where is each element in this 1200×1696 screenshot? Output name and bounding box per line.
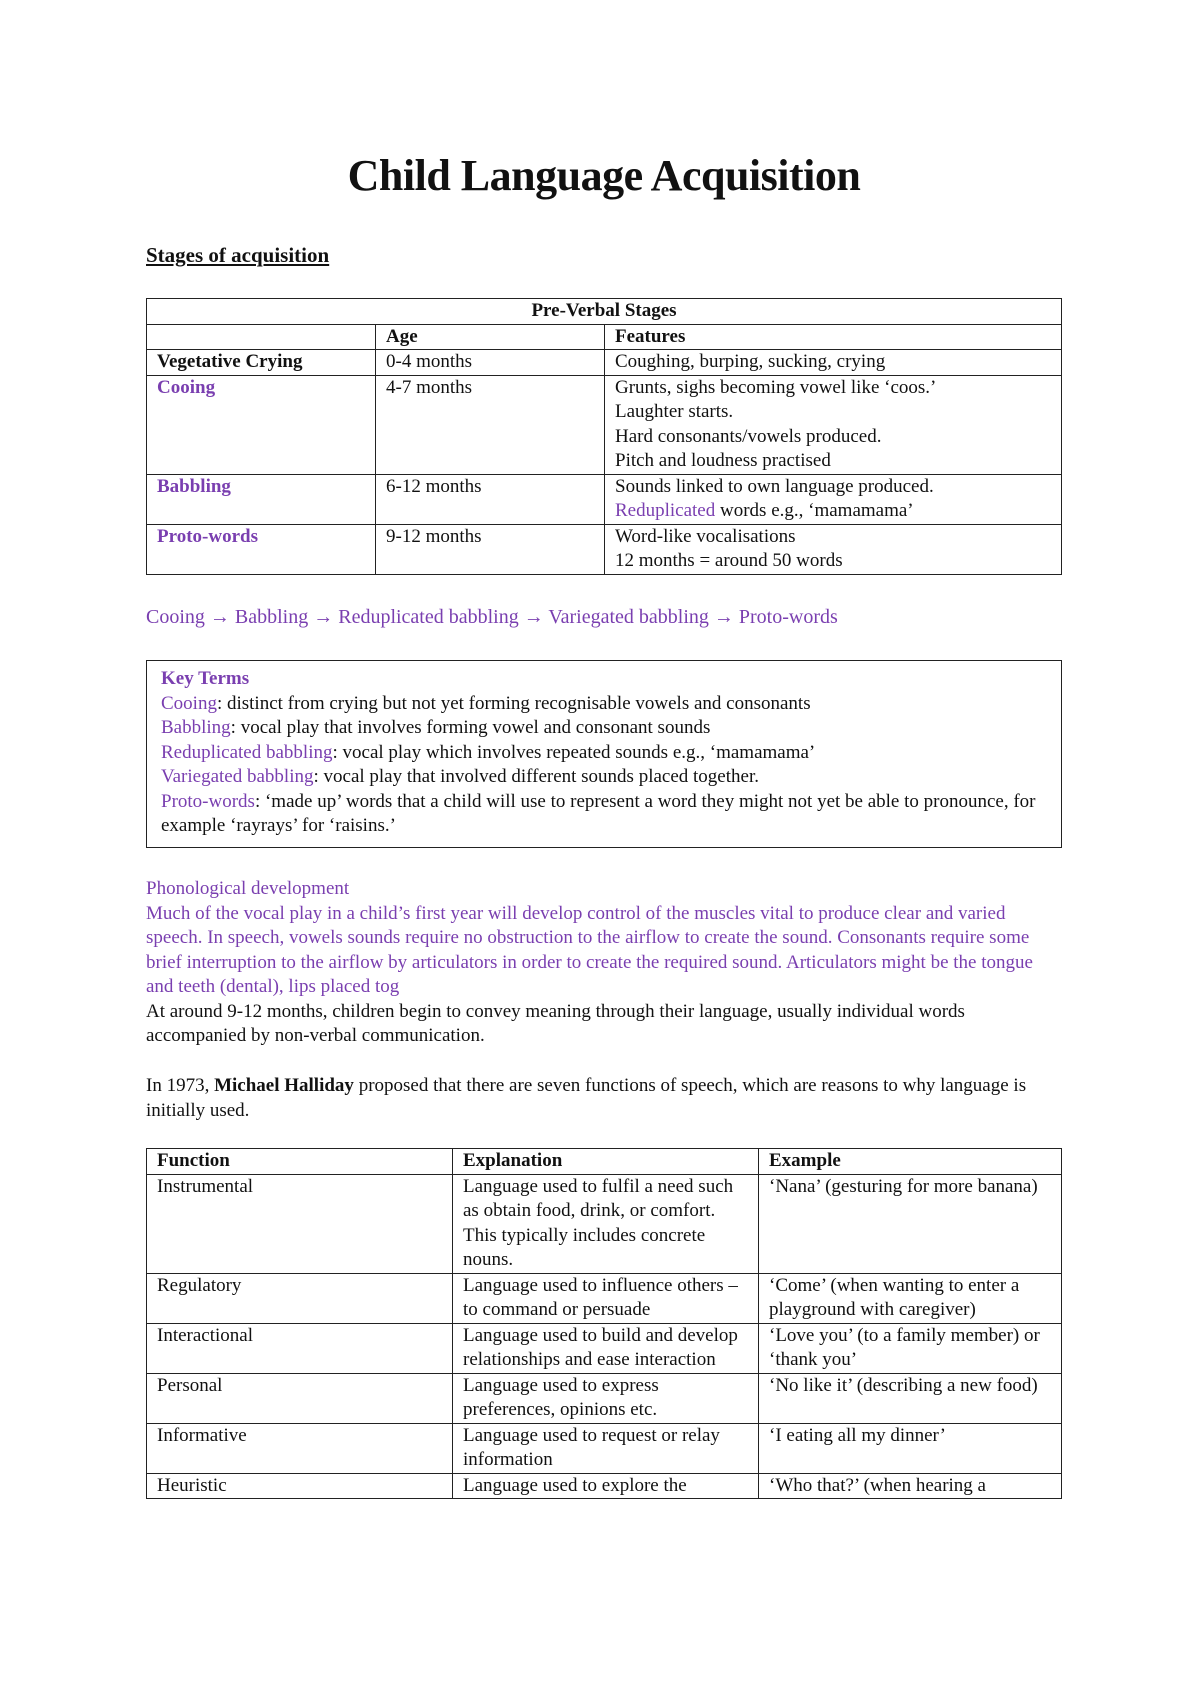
function-cell: Instrumental (147, 1174, 453, 1273)
key-term-definition: : ‘made up’ words that a child will use to represent a word they might not yet be able to pronounce, for example ‘rayrays’ for ‘raisins.’ (161, 790, 1036, 836)
explanation-cell: Language used to express preferences, opinions etc. (453, 1373, 759, 1423)
example-cell: ‘Love you’ (to a family member) or ‘thank you’ (759, 1323, 1062, 1373)
header-cell: Explanation (453, 1149, 759, 1175)
age-cell: 9-12 months (376, 524, 605, 574)
feature-line: Laughter starts. (615, 401, 734, 422)
key-terms-heading: Key Terms (161, 668, 250, 689)
header-cell: Age (376, 324, 605, 350)
key-term-definition: : distinct from crying but not yet forming recognisable vowels and consonants (216, 692, 811, 714)
header-cell (147, 324, 376, 350)
key-term-item (161, 790, 1047, 839)
function-cell: Interactional (147, 1323, 453, 1373)
key-term: Proto-words (161, 790, 255, 812)
table-caption: Pre-Verbal Stages (147, 299, 1062, 325)
header-cell: Features (605, 324, 1062, 350)
phonological-heading: Phonological development (146, 878, 350, 899)
table-row (147, 474, 1062, 524)
table-row (147, 1373, 1062, 1423)
stage-cell: Cooing (147, 375, 376, 474)
table-header-row (147, 1149, 1062, 1175)
table-row (147, 350, 1062, 376)
phonological-section (146, 877, 1062, 1049)
table-row (147, 1174, 1062, 1273)
key-term: Reduplicated (615, 500, 716, 521)
stage-cell: Babbling (147, 474, 376, 524)
phonological-text-black: At around 9-12 months, children begin to convey meaning through their language, usually individual words accompanied by non-verbal communication. (146, 1000, 965, 1046)
table-row (147, 1323, 1062, 1373)
explanation-cell: Language used to influence others – to command or persuade (453, 1273, 759, 1323)
feature-text: words e.g., ‘mamamama’ (715, 500, 914, 521)
function-cell: Heuristic (147, 1473, 453, 1499)
key-term-definition: : vocal play that involved different sounds placed together. (313, 766, 759, 787)
section-heading: Stages of acquisition (146, 243, 330, 267)
table-row (147, 524, 1062, 574)
example-cell: ‘Nana’ (gesturing for more banana) (759, 1174, 1062, 1273)
function-cell: Regulatory (147, 1273, 453, 1323)
feature-line: Hard consonants/vowels produced. (615, 425, 882, 447)
features-cell (605, 524, 1062, 574)
key-term: Reduplicated babbling (161, 741, 333, 763)
key-term-item (161, 692, 1047, 717)
explanation-cell: Language used to build and develop relationships and ease interaction (453, 1323, 759, 1373)
key-term-definition: : vocal play which involves repeated sounds e.g., ‘mamamama’ (332, 741, 816, 763)
header-cell: Function (147, 1149, 453, 1175)
age-cell: 4-7 months (376, 375, 605, 474)
halliday-prefix: In 1973, (146, 1075, 215, 1096)
feature-line: Grunts, sighs becoming vowel like ‘coos.’ (615, 376, 937, 398)
key-term-item (161, 765, 1047, 790)
example-cell: ‘No like it’ (describing a new food) (759, 1373, 1062, 1423)
example-cell: ‘I eating all my dinner’ (759, 1423, 1062, 1473)
stage-cell: Vegetative Crying (147, 350, 376, 376)
key-terms-box (146, 660, 1062, 848)
example-cell: ‘Come’ (when wanting to enter a playground with caregiver) (759, 1273, 1062, 1323)
page-title: Child Language Acquisition (347, 151, 861, 200)
key-term: Babbling (161, 717, 231, 738)
halliday-text (146, 1074, 1062, 1123)
function-cell: Informative (147, 1423, 453, 1473)
table-row (147, 1473, 1062, 1499)
feature-line: Pitch and loudness practised (615, 450, 831, 471)
stage-cell: Proto-words (147, 524, 376, 574)
key-term-item (161, 741, 1047, 766)
feature-line (615, 499, 1051, 524)
preverbal-stages-table (146, 298, 1062, 575)
halliday-name: Michael Halliday (214, 1075, 354, 1096)
table-row (147, 1423, 1062, 1473)
age-cell: 0-4 months (376, 350, 605, 376)
halliday-paragraph (146, 1074, 1062, 1123)
explanation-cell: Language used to explore the (453, 1473, 759, 1499)
feature-line: 12 months = around 50 words (615, 550, 843, 571)
function-cell: Personal (147, 1373, 453, 1423)
age-cell: 6-12 months (376, 474, 605, 524)
explanation-cell: Language used to fulfil a need such as obtain food, drink, or comfort. This typically includes concrete nouns. (453, 1174, 759, 1273)
key-term-item (161, 716, 1047, 741)
features-cell: Coughing, burping, sucking, crying (605, 350, 1062, 376)
feature-line: Word-like vocalisations (615, 525, 796, 547)
key-term: Cooing (161, 692, 217, 714)
stage-flow: Cooing → Babbling → Reduplicated babbling → Variegated babbling → Proto-words (146, 606, 838, 628)
explanation-cell: Language used to request or relay information (453, 1423, 759, 1473)
key-term: Variegated babbling (161, 766, 314, 787)
phonological-text: Much of the vocal play in a child’s first year will develop control of the muscles vital to produce clear and varied speech. In speech, vowels sounds require no obstruction to the airflow to create the sound. Consonants require some brief interruption to the airflow by articulators in order to create the required sound. Articulators might be the tongue and teeth (dental), lips placed tog (146, 902, 1033, 997)
features-cell (605, 474, 1062, 524)
table-header-row (147, 324, 1062, 350)
halliday-suffix: proposed that there are seven functions of speech, which are reasons to why language is initially used. (146, 1075, 1027, 1121)
table-row (147, 375, 1062, 474)
example-cell: ‘Who that?’ (when hearing a (759, 1473, 1062, 1499)
features-cell (605, 375, 1062, 474)
feature-line: Sounds linked to own language produced. (615, 475, 934, 497)
key-term-definition: : vocal play that involves forming vowel and consonant sounds (230, 717, 711, 738)
functions-table (146, 1148, 1062, 1499)
header-cell: Example (759, 1149, 1062, 1175)
table-row (147, 1273, 1062, 1323)
